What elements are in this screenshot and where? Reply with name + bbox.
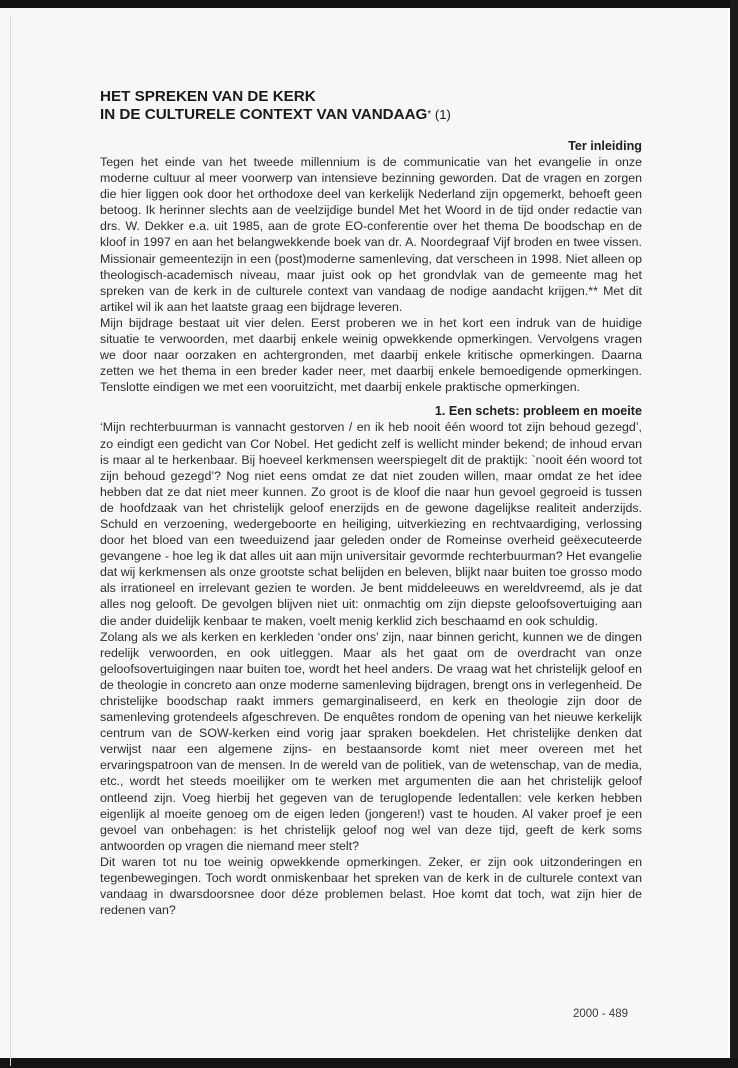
scan-border-bottom (0, 1058, 738, 1068)
title-line-1: HET SPREKEN VAN DE KERK (100, 88, 316, 105)
section1-paragraph-2: Zolang als we als kerken en kerkleden ‘onder ons’ zijn, naar binnen gericht, kunnen we de dingen redelijk verwoorden, en ook uitleggen. Maar als het gaat om de overdracht van onze geloofsovertuigingen naar buiten toe, wordt het heel anders. De vraag wat het christelijk geloof en de theologie in concreto aan onze moderne samenleving bijdragen, brengt ons in verlegenheid. De christelijke boodschap raakt immers gemarginaliseerd, en kerk en theologie zijn door de samenleving grotendeels afgeschreven. De enquêtes rondom de opening van het nieuwe kerkelijk centrum van de SOW-kerken eind vorig jaar spraken boekdelen. Het christelijke denken dat verwijst naar een algemene zijns- en bestaansorde komt niet meer overeen met het ervaringspatroon van de mensen. In de wereld van de politiek, van de wetenschap, van de media, etc., wordt het steeds moeilijker om te werken met argumenten die aan het christelijk geloof ontleend zijn. Voeg hierbij het gegeven van de teruglopende ledentallen: vele kerken hebben eigenlijk al moeite genoeg om de eigen leden (jongeren!) vast te houden. Al vaker proef je een gevoel van onbehagen: is het christelijk geloof nog wel van deze tijd, geeft de kerk soms antwoorden op vragen die niemand meer stelt? (100, 629, 642, 853)
scan-border-top (0, 0, 738, 8)
section-heading-1: 1. Een schets: probleem en moeite (434, 404, 642, 419)
page-number: 2000 - 489 (573, 1008, 628, 1020)
scan-border-right (730, 0, 738, 1068)
intro-paragraph-2: Mijn bijdrage bestaat uit vier delen. Eerst proberen we in het kort een indruk van de huidige situatie te verwoorden, met daarbij enkele weinig opwekkende opmerkingen. Vervolgens vragen we door naar oorzaken en achtergronden, met daarbij enkele kritische opmerkingen. Daarna zetten we het thema in een breder kader neer, met daarbij enkele bemoedigende opmerkingen. Tenslotte eindigen we met een vooruitzicht, met daarbij enkele praktische opmerkingen. (100, 315, 642, 395)
section-gap (100, 395, 642, 403)
section1-paragraph-3: Dit waren tot nu toe weinig opwekkende opmerkingen. Zeker, er zijn ook uitzonderingen en tegenbewegingen. Toch wordt onmiskenbaar het spreken van de kerk in de culturele context van vandaag in dwarsdoorsnee door déze problemen belast. Hoe komt dat toch, wat zijn hier de redenen van? (100, 854, 642, 918)
title-line-2 (100, 106, 642, 124)
title-note-number: (1) (431, 107, 451, 122)
section-heading-intro: Ter inleiding (568, 139, 642, 153)
intro-paragraph-1: Tegen het einde van het tweede millennium is de communicatie van het evangelie in onze moderne cultuur al meer voorwerp van intensieve bezinning geworden. Dat de vragen en zorgen die hier liggen ook door het orthodoxe deel van kerkelijk Nederland zijn opgemerkt, behoeft geen betoog. Ik herinner slechts aan de veelzijdige bundel Met het Woord in de tijd onder redactie van drs. W. Dekker e.a. uit 1985, aan de grote EO-conferentie over het thema De boodschap en de kloof in 1997 en aan het belangwekkende boek van dr. A. Noordegraaf Vijf broden en twee vissen. Missionair gemeentezijn in een (post)moderne samenleving, dat verscheen in 1998. Niet alleen op theologisch-academisch niveau, maar juist ook op het grondvlak van de gemeente mag het spreken van de kerk in de culturele context van vandaag de nodige aandacht krijgen.** Met dit artikel wil ik aan het laatste graag een bijdrage leveren. (100, 155, 642, 314)
document-page (0, 8, 728, 1058)
article-body (100, 88, 642, 918)
title-line-2-text: IN DE CULTURELE CONTEXT VAN VANDAAG (100, 106, 428, 123)
section1-paragraph-1: ‘Mijn rechterbuurman is vannacht gestorven / en ik heb nooit één woord tot zijn behoud gezegd’, zo eindigt een gedicht van Cor Nobel. Het gedicht zelf is wellicht minder bekend; de inhoud ervan is maar al te herkenbaar. Bij hoeveel kerkmensen weerspiegelt dit de praktijk: `nooit één woord tot zijn behoud gezegd’? Nog niet eens omdat ze dat niet zouden willen, maar omdat ze het idee hebben dat ze dat niet meer kunnen. Zo groot is de kloof die naar hun gevoel gegroeid is tussen de hoofdzaak van het christelijk geloof enerzijds en de gewone dagelijkse realiteit anderzijds. Schuld en verzoening, wedergeboorte en heiliging, uitverkiezing en rechtvaardiging, verlossing door het bloed van een tweeduizend jaar geleden onder de Romeinse overheid geëxecuteerde gevangene - hoe leg ik dat alles uit aan mijn universitair gevormde rechterbuurman? Het evangelie dat wij kerkmensen als onze grootste schat belijden en beleven, blijkt naar buiten toe grosso modo als irrationeel en irrelevant gezien te worden. Je bent middeleeuws en wereldvreemd, als je dat alles nog gelooft. De gevolgen blijven niet uit: onmachtig om zijn diepste geloofsovertuiging aan die ander duidelijk kenbaar te maken, voelt menig kerklid zich beschaamd en ook schuldig. (100, 420, 642, 628)
page-edge-line (10, 16, 11, 1066)
article-title (100, 88, 642, 124)
title-footnote-mark: * (427, 109, 432, 120)
